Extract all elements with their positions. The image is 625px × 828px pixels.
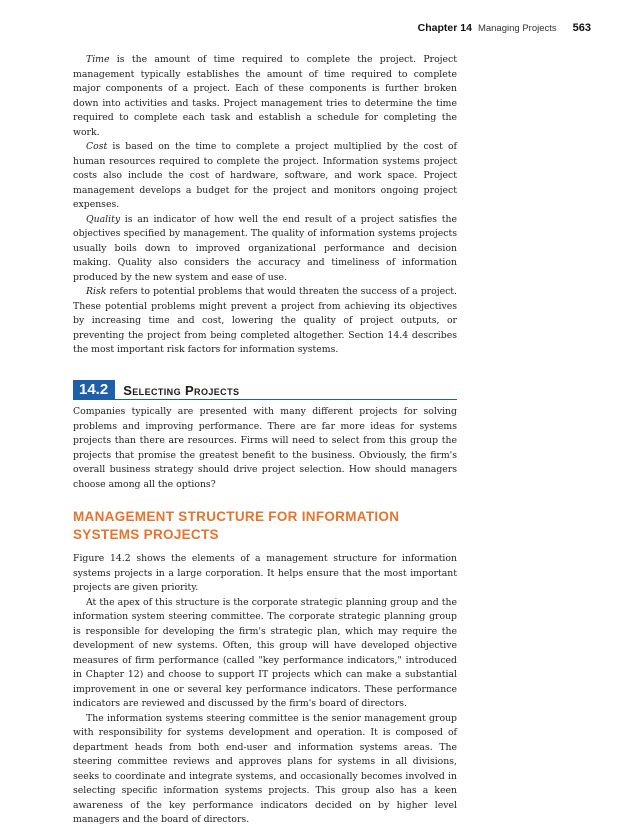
running-header [418, 22, 591, 34]
subsection-paragraph-3: The information systems steering committee is the senior management group with responsibility for systems development and operation. It is composed of department heads from both end-user and information systems areas. The steering committee reviews and approves plans for systems in all divisions, seeks to coordinate and integrate systems, and occasionally becomes involved in selecting specific information systems projects. This group also has a keen awareness of the key performance indicators decided on by higher level managers and the board of directors. [73, 712, 457, 825]
chapter-title: Managing Projects [477, 23, 557, 34]
term-quality: Quality [86, 213, 121, 225]
text-risk: refers to potential problems that would threaten the success of a project. These potential problems might prevent a project from achieving its objectives by increasing time and cost, lowering the quality of project outputs, or preventing the project from being completed altogether. Section 14.4 describes the most important risk factors for information systems. [73, 286, 457, 355]
paragraph-cost [73, 140, 457, 213]
chapter-label: Chapter 14 [417, 22, 472, 34]
term-time: Time [86, 54, 110, 65]
section-number: 14.2 [73, 380, 115, 400]
paragraph-time [73, 53, 457, 140]
page-number: 563 [572, 22, 591, 34]
term-cost: Cost [86, 141, 108, 152]
subsection-paragraph-1: Figure 14.2 shows the elements of a management structure for information systems projects in a large corporation. It helps ensure that the most important projects are given priority. [73, 553, 457, 593]
text-time: is the amount of time required to complete the project. Project management typically establishes the amount of time required to complete major components of a project. Each of these components is further broken down into activities and tasks. Project management tries to determine the time required to complete each task and establish a schedule for completing the work. [73, 54, 457, 138]
subsection-heading: MANAGEMENT STRUCTURE FOR INFORMATION SYSTEMS PROJECTS [73, 509, 400, 542]
paragraph-quality [73, 213, 457, 286]
section-heading [73, 380, 457, 401]
text-column [73, 53, 457, 828]
term-risk: Risk [86, 286, 107, 297]
section-paragraph: Companies typically are presented with many different projects for solving problems and improving performance. There are far more ideas for systems projects than there are resources. Firms will need to select from this group the projects that promise the greatest benefit to the business. Obviously, the firm's overall business strategy should drive project selection. How should managers choose among all the options? [73, 406, 457, 490]
subsection-paragraph-2: At the apex of this structure is the corporate strategic planning group and the information system steering committee. The corporate strategic planning group is responsible for developing the firm's strategic plan, which may require the development of new systems. Often, this group will have developed objective measures of firm performance (called "key performance indicators," introduced in Chapter 12) and choose to support IT projects which can make a substantial improvement in one or several key performance indicators. These performance indicators are reviewed and discussed by the firm's board of directors. [73, 596, 457, 709]
paragraph-risk [73, 285, 457, 358]
section-title: Selecting Projects [123, 382, 240, 398]
text-quality: is an indicator of how well the end result of a project satisfies the objectives specified by management. The quality of information systems projects usually boils down to improved organizational performance and decision making. Quality also considers the accuracy and timeliness of information produced by the new system and ease of use. [73, 213, 457, 283]
text-cost: is based on the time to complete a project multiplied by the cost of human resources required to complete the project. Information systems project costs also include the cost of hardware, software, and work space. Project management develops a budget for the project and monitors ongoing project expenses. [73, 141, 457, 210]
